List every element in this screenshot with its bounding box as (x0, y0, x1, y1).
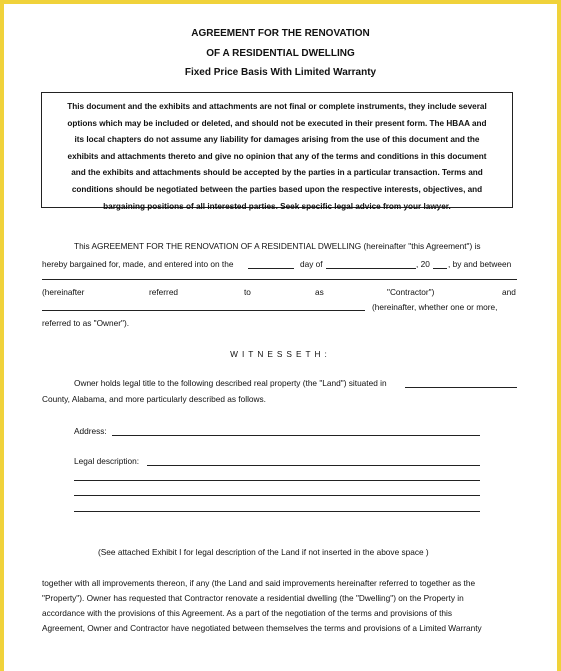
intro-line-2b: day of (300, 259, 323, 269)
legal-description-field[interactable] (147, 465, 480, 466)
address-label: Address: (74, 426, 107, 436)
disclaimer-line: and the exhibits and attachments should be accepted by the parties in a particular transaction. Terms and (71, 168, 483, 178)
closing-line-3: accordance with the provisions of this Agreement. As a part of the negotiation of the terms and provisions of this (42, 608, 453, 618)
county-field[interactable] (405, 387, 517, 388)
legal-description-line[interactable] (74, 511, 480, 512)
exhibit-note: (See attached Exhibit I for legal description of the Land if not inserted in the above space ) (98, 547, 429, 557)
legal-description-line[interactable] (74, 495, 480, 496)
address-field[interactable] (112, 435, 480, 436)
intro-line-1: This AGREEMENT FOR THE RENOVATION OF A RESIDENTIAL DWELLING (hereinafter "this Agreement") is (74, 241, 481, 251)
date-year-field[interactable] (433, 268, 447, 269)
disclaimer-line: options which may be included or deleted, and should not be executed in their present form. The HBAA and (67, 118, 487, 128)
date-day-field[interactable] (248, 268, 294, 269)
title-line-2: OF A RESIDENTIAL DWELLING (206, 48, 355, 59)
title-line-3: Fixed Price Basis With Limited Warranty (184, 67, 377, 78)
owner-line-1: Owner holds legal title to the following described real property (the "Land") situated in (74, 378, 387, 388)
disclaimer-box (41, 92, 513, 211)
intro-word: referred (149, 287, 179, 297)
intro-line-5: referred to as "Owner"). (42, 318, 130, 328)
disclaimer-line: its local chapters do not assume any liability for damages arising from the use of this document and the (74, 135, 480, 145)
document-page (4, 4, 557, 671)
intro-word: (hereinafter (42, 287, 85, 297)
disclaimer-line: conditions should be negotiated between the parties based upon the respective interests, objectives, and (71, 184, 483, 194)
disclaimer-line: This document and the exhibits and attachments are not final or complete instruments, they include several (67, 102, 487, 111)
intro-word: "Contractor") (387, 287, 435, 297)
owner-line-2: County, Alabama, and more particularly described as follows. (42, 394, 266, 404)
disclaimer-line: exhibits and attachments thereto and give no opinion that any of the terms and conditions in this document (67, 151, 487, 161)
closing-line-2: "Property"). Owner has requested that Contractor renovate a residential dwelling (the "Dwelling") on the Property in (42, 593, 464, 603)
intro-word: to (244, 287, 251, 297)
legal-description-label: Legal description: (74, 456, 140, 466)
owner-name-field[interactable] (42, 310, 365, 311)
date-month-field[interactable] (326, 268, 416, 269)
closing-line-1: together with all improvements thereon, if any (the Land and said improvements hereinafter referred to together as the (42, 578, 476, 588)
legal-description-line[interactable] (74, 480, 480, 481)
intro-line-2a: hereby bargained for, made, and entered into on the (42, 259, 234, 269)
witnesseth-heading: WITNESSETH: (230, 349, 331, 359)
contractor-name-field[interactable] (42, 279, 517, 280)
intro-word: as (315, 287, 324, 297)
intro-line-4b: (hereinafter, whether one or more, (372, 302, 498, 312)
intro-word: and (502, 287, 516, 297)
closing-line-4: Agreement, Owner and Contractor have negotiated between themselves the terms and provisions of a Limited Warranty (42, 623, 482, 633)
intro-line-2d: , by and between (448, 259, 512, 269)
title-line-1: AGREEMENT FOR THE RENOVATION (191, 28, 370, 39)
disclaimer-line: bargaining positions of all interested parties. Seek specific legal advice from your lawyer. (103, 201, 451, 211)
intro-line-2c: , 20 (416, 259, 430, 269)
